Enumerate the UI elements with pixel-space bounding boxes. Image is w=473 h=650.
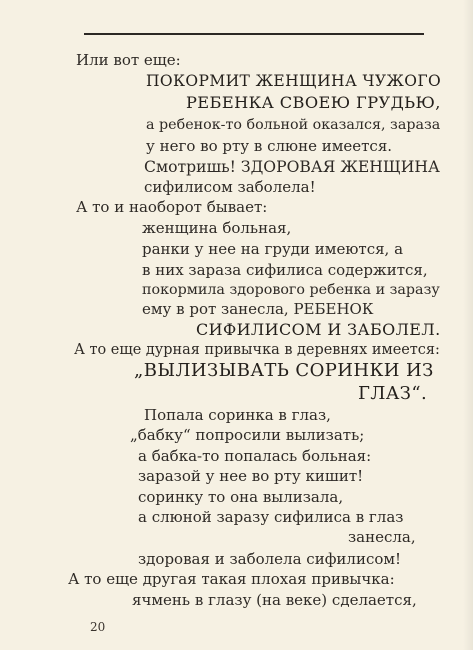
text-line: в них зараза сифилиса содержится, <box>142 261 428 279</box>
heading-line: РЕБЕНКА СВОЕЮ ГРУДЬЮ, <box>186 93 441 112</box>
text-line: А то и наоборот бывает: <box>76 198 268 216</box>
text-line: соринку то она вылизала, <box>138 488 344 506</box>
text-line: женщина больная, <box>142 219 292 237</box>
page-edge-shadow <box>463 0 473 650</box>
heading-line: ПОКОРМИТ ЖЕНЩИНА ЧУЖОГО <box>146 72 442 90</box>
text-line: покормила здорового ребенка и заразу <box>142 282 440 298</box>
heading-line: ГЛАЗ“. <box>358 383 428 404</box>
text-line: ячмень в глазу (на веке) сделается, <box>132 591 417 609</box>
text-line: а ребенок-то больной оказался, зараза <box>146 117 441 133</box>
text-line: ему в рот занесла, РЕБЕНОК <box>142 300 374 318</box>
text-line: а слюной заразу сифилиса в глаз <box>138 508 404 526</box>
text-line: сифилисом заболела! <box>144 178 316 196</box>
text-line: „бабку“ попросили вылизать; <box>130 426 365 444</box>
text-line: А то еще другая такая плохая привычка: <box>68 570 395 588</box>
text-line: у него во рту в слюне имеется. <box>146 137 393 155</box>
text-line: здоровая и заболела сифилисом! <box>138 550 402 568</box>
text-line: а бабка-то попалась больная: <box>138 447 372 465</box>
text-line: Смотришь! ЗДОРОВАЯ ЖЕНЩИНА <box>144 157 440 176</box>
text-line: заразой у нее во рту кишит! <box>138 467 364 485</box>
heading-line: СИФИЛИСОМ И ЗАБОЛЕЛ. <box>196 320 441 339</box>
page-number: 20 <box>90 620 106 634</box>
text-line: ранки у нее на груди имеются, а <box>142 240 404 258</box>
text-line: занесла, <box>348 528 416 546</box>
heading-line: „ВЫЛИЗЫВАТЬ СОРИНКИ ИЗ <box>134 360 434 381</box>
top-rule <box>84 33 424 35</box>
text-line: А то еще дурная привычка в деревнях имеется: <box>74 342 440 358</box>
text-line: Или вот еще: <box>76 51 181 69</box>
text-line: Попала соринка в глаз, <box>144 406 331 424</box>
